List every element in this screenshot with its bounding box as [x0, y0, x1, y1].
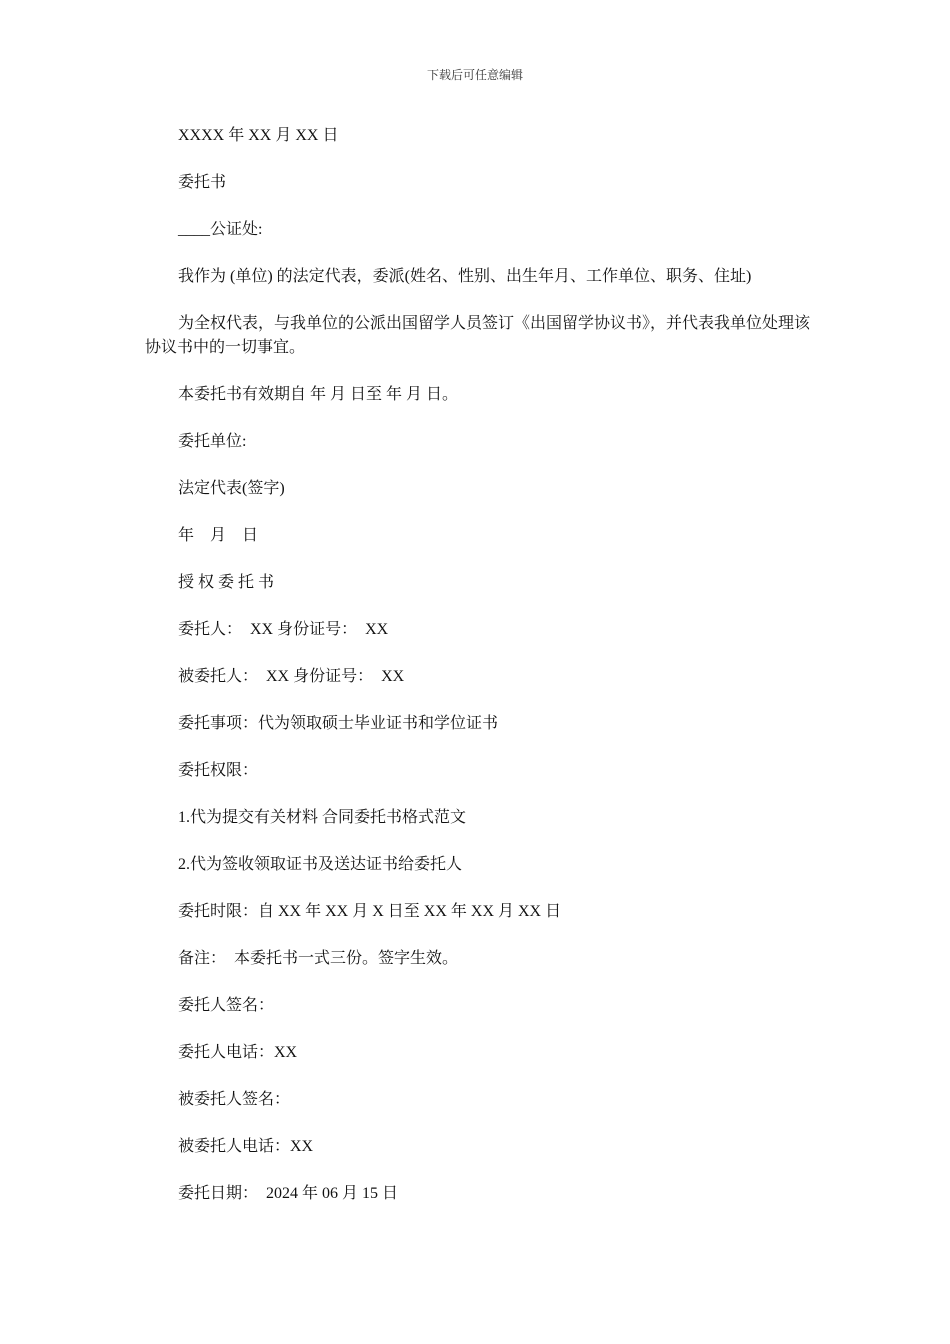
addressee: ____公证处:: [178, 221, 263, 238]
entrust-date: 委托日期： 2024 年 06 月 15 日: [178, 1185, 399, 1202]
principal-sign: 委托人签名：: [178, 997, 275, 1014]
header-note: 下载后可任意编辑: [426, 68, 523, 82]
scope-item-2: 2.代为签收领取证书及送达证书给委托人: [178, 856, 463, 873]
legal-rep-sign: 法定代表(签字): [178, 480, 285, 497]
agent-sign: 被委托人签名：: [178, 1091, 291, 1108]
principal-phone: 委托人电话：XX: [178, 1044, 298, 1061]
date-blank: 年 月 日: [178, 527, 259, 544]
date-line: XXXX 年 XX 月 XX 日: [178, 127, 339, 144]
document-title: 委托书: [178, 174, 227, 191]
principal-line: 委托人： XX 身份证号： XX: [178, 621, 389, 638]
agent-phone: 被委托人电话：XX: [178, 1138, 314, 1155]
scope-label: 委托权限：: [178, 762, 259, 779]
intro-paragraph: 我作为 (单位) 的法定代表，委派(姓名、性别、出生年月、工作单位、职务、住址): [178, 268, 752, 285]
auth-title: 授 权 委 托 书: [178, 574, 275, 591]
validity-paragraph: 本委托书有效期自 年 月 日至 年 月 日。: [178, 386, 459, 403]
entrusting-unit: 委托单位:: [178, 433, 247, 450]
agent-line: 被委托人： XX 身份证号： XX: [178, 668, 405, 685]
remark-line: 备注： 本委托书一式三份。签字生效。: [178, 950, 459, 967]
matter-line: 委托事项：代为领取硕士毕业证书和学位证书: [178, 715, 499, 732]
term-line: 委托时限：自 XX 年 XX 月 X 日至 XX 年 XX 月 XX 日: [178, 903, 562, 920]
scope-item-1: 1.代为提交有关材料 合同委托书格式范文: [178, 809, 467, 826]
purpose-paragraph: 为全权代表，与我单位的公派出国留学人员签订《出国留学协议书》，并代表我单位处理该协议书中的一切事宜。: [145, 315, 811, 356]
document-body: [145, 124, 810, 1229]
